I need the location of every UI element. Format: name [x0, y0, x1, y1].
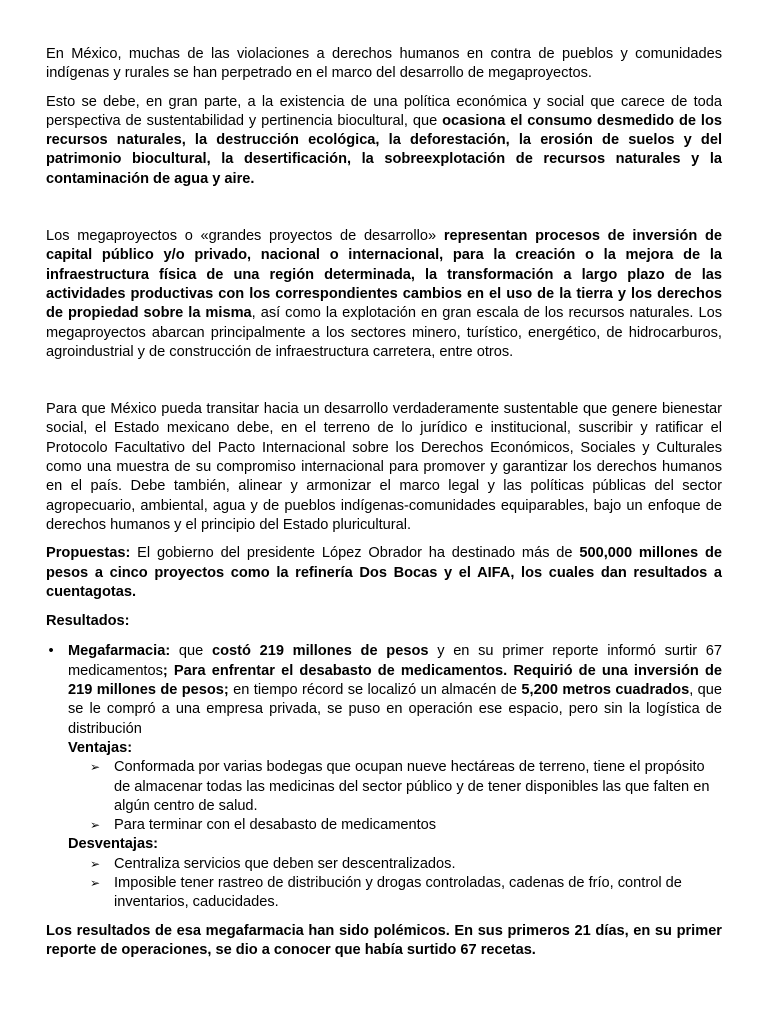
- megafarmacia-paragraph: [68, 642, 722, 738]
- disadvantage-text: Imposible tener rastreo de distribución y drogas controladas, cadenas de frío, control de inventarios, caducidades.: [114, 874, 682, 911]
- megafarmacia-text-2: y en su primer reporte informó surtir 67 medicamentos: [68, 643, 722, 679]
- proposals-text: El gobierno del presidente López Obrador ha destinado más de: [130, 545, 580, 562]
- megafarmacia-text-1: que: [170, 643, 212, 660]
- advantage-text: Conformada por varias bodegas que ocupan nueve hectáreas de terreno, tiene el propósito de almacenar todas las medicinas del sector público y de tener disponibles las que falten en algún centro de salud.: [114, 759, 710, 814]
- arrow-bullet-icon: ➢: [90, 856, 101, 871]
- disadvantages-list: [68, 855, 722, 913]
- results-heading-text: Resultados:: [46, 613, 130, 630]
- proposals-bold-text: 500,000 millones de pesos a cinco proyectos como la refinería Dos Bocas y el AIFA, los cuales dan resultados a cuentagotas.: [46, 545, 722, 600]
- megafarmacia-cost: costó 219 millones de pesos: [211, 643, 429, 660]
- advantage-text: Para terminar con el desabasto de medicamentos: [114, 817, 437, 834]
- results-heading: [46, 612, 722, 631]
- disadvantages-heading: Desventajas:: [68, 836, 159, 853]
- conclusion-paragraph: [46, 922, 722, 961]
- proposals-label: Propuestas:: [46, 545, 131, 562]
- definition-bold-text: representan procesos de inversión de capital público y/o privado, nacional o internacional, para la creación o la mejora de la infraestructura física de una región determinada, la transformación a largo plazo de las actividades productivas con los correspondientes cambios en el uso de la tierra y los derechos de propiedad sobre la misma: [46, 228, 722, 322]
- arrow-bullet-icon: ➢: [90, 760, 101, 775]
- megafarmacia-text-4: , que se le compró a una empresa privada, se puso en operación ese espacio, pero sin la logística de distribución: [68, 682, 722, 737]
- definition-intro: Los megaproyectos o «grandes proyectos de desarrollo»: [46, 228, 444, 245]
- advantages-heading: Ventajas:: [68, 739, 133, 756]
- proposals-paragraph: [46, 544, 722, 602]
- bullet-icon: •: [48, 643, 54, 660]
- cause-paragraph: [46, 93, 722, 189]
- megafarmacia-text-3: en tiempo récord se localizó un almacén de: [228, 682, 522, 699]
- list-item: [90, 758, 722, 816]
- advantages-list: [68, 758, 722, 835]
- arrow-bullet-icon: ➢: [90, 818, 101, 833]
- list-item: [90, 874, 722, 913]
- arrow-bullet-icon: ➢: [90, 875, 101, 890]
- megafarmacia-area: 5,200 metros cuadrados: [521, 682, 690, 699]
- cause-text: Esto se debe, en gran parte, a la existencia de una política económica y social que carece de toda perspectiva de sustentabilidad y pertinencia biocultural, que: [46, 93, 722, 129]
- intro-paragraph: En México, muchas de las violaciones a derechos humanos en contra de pueblos y comunidades indígenas y rurales se han perpetrado en el marco del desarrollo de megaproyectos.: [46, 46, 722, 82]
- list-item-megafarmacia: [46, 642, 722, 912]
- megaprojects-definition-paragraph: [46, 227, 722, 362]
- megafarmacia-label: Megafarmacia:: [68, 643, 171, 660]
- conclusion-bold-text: Los resultados de esa megafarmacia han sido polémicos. En sus primeros 21 días, en su primer reporte de operaciones, se dio a conocer que había surtido 67 recetas.: [46, 922, 722, 958]
- list-item: [90, 816, 722, 835]
- megafarmacia-investment: ; Para enfrentar el desabasto de medicamentos. Requirió de una inversión de 219 millones de pesos;: [68, 662, 722, 699]
- results-list: [46, 642, 722, 912]
- disadvantage-text: Centraliza servicios que deben ser descentralizados.: [114, 855, 456, 872]
- cause-bold-text: ocasiona el consumo desmedido de los recursos naturales, la destrucción ecológica, la deforestación, la erosión de suelos y del patrimonio biocultural, la desertificación, la sobreexplotación de recursos naturales y la contaminación de agua y aire.: [46, 112, 722, 187]
- definition-tail: , así como la explotación en gran escala de los recursos naturales. Los megaproyectos abarcan principalmente a los sectores minero, turístico, energético, de hidrocarburos, agroindustrial y de construcción de infraestructura carretera, entre otros.: [46, 305, 722, 360]
- list-item: [90, 855, 722, 874]
- sustainability-paragraph: Para que México pueda transitar hacia un desarrollo verdaderamente sustentable que genere bienestar social, el Estado mexicano debe, en el terreno de lo jurídico e institucional, suscribir y ratificar el Protocolo Facultativo del Pacto Internacional sobre los Derechos Económicos, Sociales y Culturales como una muestra de su compromiso internacional para promover y garantizar los derechos humanos en el país. Debe también, alinear y armonizar el marco legal y las políticas públicas del sector agropecuario, ambiental, agua y de pueblos indígenas-comunidades equiparables, bajo un enfoque de derechos humanos y el principio del Estado pluricultural.: [46, 401, 722, 533]
